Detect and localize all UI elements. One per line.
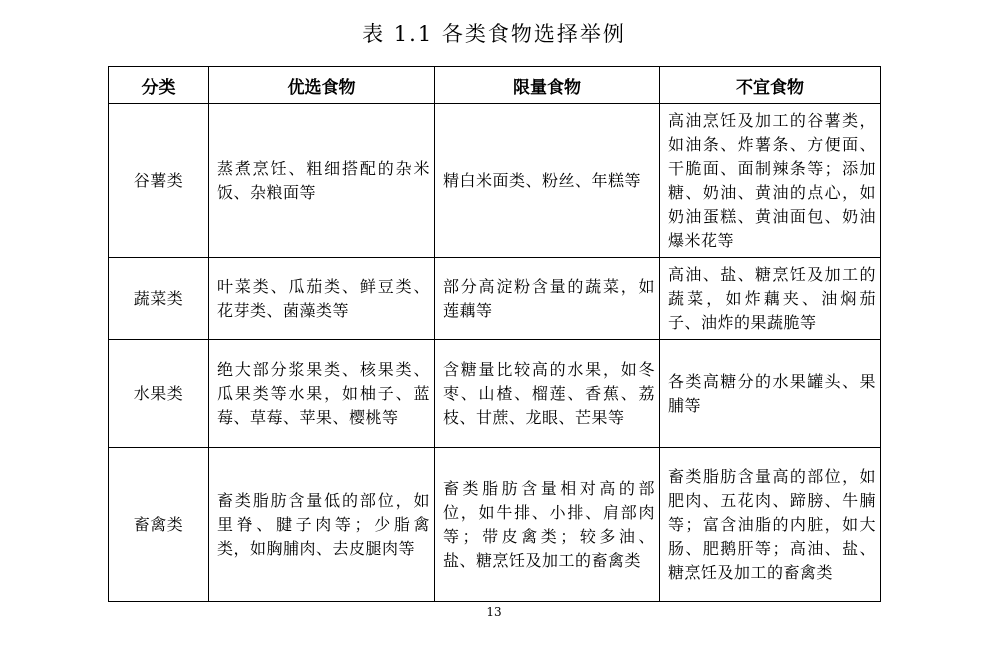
category-cell: 畜禽类: [109, 448, 209, 602]
avoid-cell: 高油、盐、糖烹饪及加工的蔬菜，如炸藕夹、油焖茄子、油炸的果蔬脆等: [660, 258, 881, 340]
limited-cell: 部分高淀粉含量的蔬菜，如莲藕等: [435, 258, 660, 340]
food-selection-table: [108, 66, 881, 602]
table-row: [109, 258, 881, 340]
limited-cell: 畜类脂肪含量相对高的部位，如牛排、小排、肩部肉等；带皮禽类；较多油、盐、糖烹饪及加工的畜禽类: [435, 448, 660, 602]
header-category: 分类: [109, 67, 209, 104]
avoid-cell: 各类高糖分的水果罐头、果脯等: [660, 340, 881, 448]
limited-cell: 精白米面类、粉丝、年糕等: [435, 104, 660, 258]
page-number: 13: [486, 605, 502, 619]
table-row: [109, 340, 881, 448]
preferred-cell: 叶菜类、瓜茄类、鲜豆类、花芽类、菌藻类等: [209, 258, 435, 340]
category-cell: 水果类: [109, 340, 209, 448]
header-limited: 限量食物: [435, 67, 660, 104]
category-cell: 蔬菜类: [109, 258, 209, 340]
header-preferred: 优选食物: [209, 67, 435, 104]
table-row: [109, 448, 881, 602]
preferred-cell: 绝大部分浆果类、核果类、瓜果类等水果，如柚子、蓝莓、草莓、苹果、樱桃等: [209, 340, 435, 448]
avoid-cell: 畜类脂肪含量高的部位，如肥肉、五花肉、蹄膀、牛腩等；富含油脂的内脏，如大肠、肥鹅肝等；高油、盐、糖烹饪及加工的畜禽类: [660, 448, 881, 602]
table-title: 表 1.1 各类食物选择举例: [362, 22, 626, 46]
avoid-cell: 高油烹饪及加工的谷薯类，如油条、炸薯条、方便面、干脆面、面制辣条等；添加糖、奶油、黄油的点心，如奶油蛋糕、黄油面包、奶油爆米花等: [660, 104, 881, 258]
category-cell: 谷薯类: [109, 104, 209, 258]
table-row: [109, 104, 881, 258]
preferred-cell: 蒸煮烹饪、粗细搭配的杂米饭、杂粮面等: [209, 104, 435, 258]
table-header-row: [109, 67, 881, 104]
limited-cell: 含糖量比较高的水果，如冬枣、山楂、榴莲、香蕉、荔枝、甘蔗、龙眼、芒果等: [435, 340, 660, 448]
preferred-cell: 畜类脂肪含量低的部位，如里脊、腱子肉等；少脂禽类，如胸脯肉、去皮腿肉等: [209, 448, 435, 602]
header-avoid: 不宜食物: [660, 67, 881, 104]
